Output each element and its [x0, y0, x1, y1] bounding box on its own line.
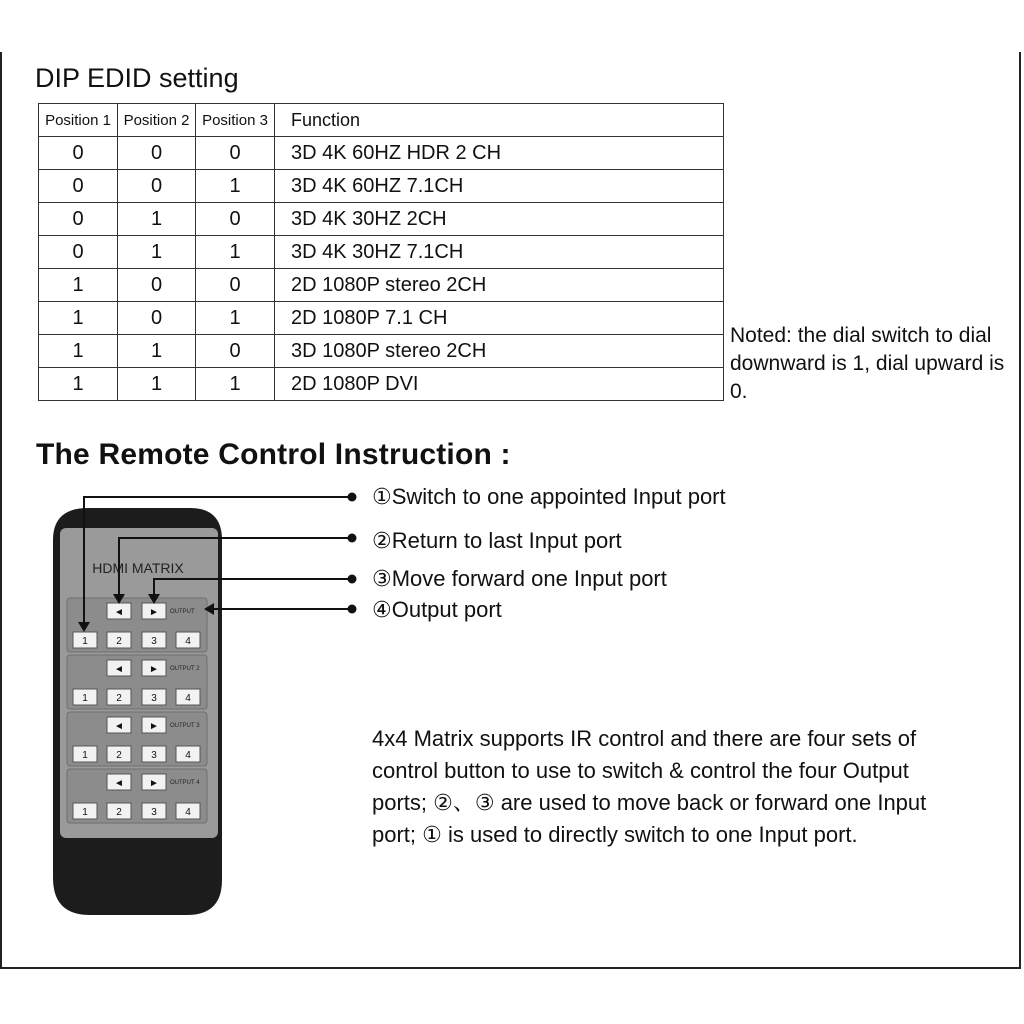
button-label: 2	[116, 750, 122, 761]
button-label: 1	[82, 807, 88, 818]
callout-return-input: ②Return to last Input port	[372, 528, 622, 553]
position-cell: 1	[39, 269, 118, 302]
callout-dot-4	[348, 605, 357, 614]
output-group	[67, 655, 207, 709]
column-header: Position 3	[196, 104, 275, 137]
button-label: 2	[116, 807, 122, 818]
input-2-button[interactable]	[107, 689, 131, 705]
callout-dot-2	[348, 534, 357, 543]
input-1-button[interactable]	[73, 803, 97, 819]
position-cell: 0	[196, 203, 275, 236]
output-group	[67, 769, 207, 823]
input-3-button[interactable]	[142, 632, 166, 648]
button-label: 1	[82, 693, 88, 704]
callout-dot-1	[348, 493, 357, 502]
right-arrow-icon: ►	[149, 721, 159, 732]
position-cell: 1	[196, 170, 275, 203]
input-3-button[interactable]	[142, 803, 166, 819]
position-cell: 0	[39, 170, 118, 203]
position-cell: 0	[118, 269, 196, 302]
left-arrow-button[interactable]	[107, 603, 131, 619]
left-arrow-button[interactable]	[107, 774, 131, 790]
remote-section-title: The Remote Control Instruction :	[36, 438, 511, 471]
position-cell: 0	[39, 203, 118, 236]
function-cell: 3D 4K 30HZ 2CH	[275, 203, 724, 236]
callout-switch-input: ①Switch to one appointed Input port	[372, 484, 726, 509]
button-label: 4	[185, 636, 191, 647]
position-cell: 1	[118, 368, 196, 401]
column-header: Function	[275, 104, 724, 137]
left-arrow-button[interactable]	[107, 660, 131, 676]
input-4-button[interactable]	[176, 632, 200, 648]
function-cell: 2D 1080P 7.1 CH	[275, 302, 724, 335]
position-cell: 0	[196, 137, 275, 170]
button-label: 3	[151, 636, 157, 647]
input-3-button[interactable]	[142, 746, 166, 762]
right-arrow-button[interactable]	[142, 660, 166, 676]
position-cell: 0	[196, 335, 275, 368]
output-label: OUTPUT 2	[170, 666, 200, 672]
function-cell: 2D 1080P stereo 2CH	[275, 269, 724, 302]
button-label: 4	[185, 750, 191, 761]
position-cell: 1	[39, 368, 118, 401]
input-1-button[interactable]	[73, 632, 97, 648]
right-arrow-icon: ►	[149, 778, 159, 789]
left-arrow-icon: ◄	[114, 778, 124, 789]
position-cell: 0	[39, 137, 118, 170]
button-label: 4	[185, 807, 191, 818]
callout-output-port: ④Output port	[372, 597, 502, 622]
button-label: 3	[151, 807, 157, 818]
function-cell: 3D 4K 60HZ HDR 2 CH	[275, 137, 724, 170]
output-label: OUTPUT 4	[170, 780, 200, 786]
input-2-button[interactable]	[107, 803, 131, 819]
position-cell: 1	[118, 335, 196, 368]
right-arrow-icon: ►	[149, 664, 159, 675]
position-cell: 0	[39, 236, 118, 269]
button-label: 2	[116, 693, 122, 704]
input-1-button[interactable]	[73, 689, 97, 705]
button-label: 2	[116, 636, 122, 647]
position-cell: 1	[118, 236, 196, 269]
button-label: 1	[82, 636, 88, 647]
right-arrow-button[interactable]	[142, 603, 166, 619]
position-cell: 1	[196, 236, 275, 269]
column-header: Position 1	[39, 104, 118, 137]
position-cell: 1	[196, 368, 275, 401]
input-4-button[interactable]	[176, 746, 200, 762]
input-1-button[interactable]	[73, 746, 97, 762]
button-label: 4	[185, 693, 191, 704]
callout-dot-3	[348, 575, 357, 584]
button-label: 3	[151, 693, 157, 704]
position-cell: 1	[39, 302, 118, 335]
right-arrow-button[interactable]	[142, 717, 166, 733]
dial-switch-note: Noted: the dial switch to dial downward is 1, dial upward is 0.	[730, 324, 1005, 403]
ir-control-description: 4x4 Matrix supports IR control and there are four sets of control button to use to switch & control the four Output ports; ②、③ are used to move back or forward one Input port; ① is used to directly switch to one Input port.	[372, 726, 927, 847]
input-2-button[interactable]	[107, 632, 131, 648]
position-cell: 0	[118, 302, 196, 335]
position-cell: 1	[196, 302, 275, 335]
output-group	[67, 712, 207, 766]
position-cell: 0	[118, 170, 196, 203]
remote-brand-label: HDMI MATRIX	[92, 560, 184, 576]
output-label: OUTPUT 3	[170, 723, 200, 729]
position-cell: 1	[39, 335, 118, 368]
output-label: OUTPUT	[170, 609, 195, 615]
function-cell: 3D 4K 30HZ 7.1CH	[275, 236, 724, 269]
position-cell: 0	[118, 137, 196, 170]
input-2-button[interactable]	[107, 746, 131, 762]
left-arrow-icon: ◄	[114, 607, 124, 618]
function-cell: 3D 4K 60HZ 7.1CH	[275, 170, 724, 203]
input-3-button[interactable]	[142, 689, 166, 705]
input-4-button[interactable]	[176, 803, 200, 819]
callout-forward-input: ③Move forward one Input port	[372, 566, 667, 591]
right-arrow-icon: ►	[149, 607, 159, 618]
dip-edid-title: DIP EDID setting	[35, 63, 239, 93]
button-label: 1	[82, 750, 88, 761]
left-arrow-icon: ◄	[114, 664, 124, 675]
function-cell: 2D 1080P DVI	[275, 368, 724, 401]
column-header: Position 2	[118, 104, 196, 137]
button-label: 3	[151, 750, 157, 761]
right-arrow-button[interactable]	[142, 774, 166, 790]
position-cell: 1	[118, 203, 196, 236]
position-cell: 0	[196, 269, 275, 302]
left-arrow-button[interactable]	[107, 717, 131, 733]
input-4-button[interactable]	[176, 689, 200, 705]
function-cell: 3D 1080P stereo 2CH	[275, 335, 724, 368]
left-arrow-icon: ◄	[114, 721, 124, 732]
